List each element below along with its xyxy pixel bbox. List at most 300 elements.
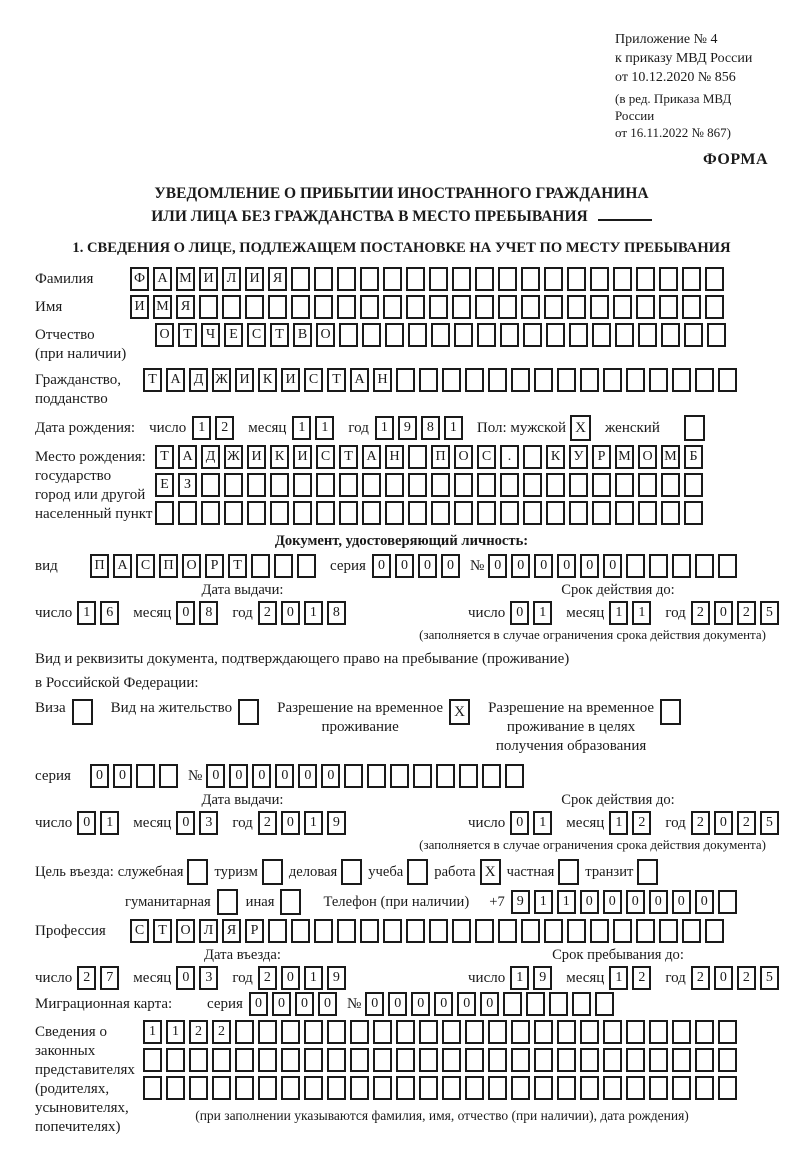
char-cell[interactable] xyxy=(672,1048,691,1072)
char-cell[interactable]: 0 xyxy=(534,554,553,578)
char-cell[interactable] xyxy=(682,267,701,291)
char-cell[interactable] xyxy=(406,295,425,319)
char-cell[interactable]: С xyxy=(304,368,323,392)
char-cell[interactable] xyxy=(274,554,293,578)
char-cell[interactable] xyxy=(419,1076,438,1100)
char-cell[interactable] xyxy=(245,295,264,319)
char-cell[interactable]: 0 xyxy=(603,890,622,914)
char-cell[interactable] xyxy=(615,501,634,525)
char-cell[interactable]: 0 xyxy=(434,992,453,1016)
char-cell[interactable] xyxy=(521,919,540,943)
char-cell[interactable] xyxy=(360,295,379,319)
char-cell[interactable]: 0 xyxy=(298,764,317,788)
char-cell[interactable] xyxy=(580,1048,599,1072)
char-cell[interactable]: 0 xyxy=(603,554,622,578)
char-cell[interactable] xyxy=(373,1076,392,1100)
char-cell[interactable]: П xyxy=(159,554,178,578)
char-cell[interactable]: М xyxy=(176,267,195,291)
char-cell[interactable] xyxy=(178,501,197,525)
char-cell[interactable] xyxy=(707,323,726,347)
char-cell[interactable] xyxy=(523,501,542,525)
char-cell[interactable]: Ч xyxy=(201,323,220,347)
char-cell[interactable] xyxy=(603,368,622,392)
char-cell[interactable]: Б xyxy=(684,445,703,469)
char-cell[interactable]: Д xyxy=(189,368,208,392)
char-cell[interactable] xyxy=(281,1076,300,1100)
char-cell[interactable] xyxy=(590,267,609,291)
char-cell[interactable] xyxy=(477,473,496,497)
char-cell[interactable]: О xyxy=(316,323,335,347)
char-cell[interactable]: 0 xyxy=(252,764,271,788)
char-cell[interactable]: 2 xyxy=(215,416,234,440)
char-cell[interactable]: П xyxy=(90,554,109,578)
char-cell[interactable]: 9 xyxy=(327,966,346,990)
char-cell[interactable] xyxy=(544,267,563,291)
char-cell[interactable] xyxy=(488,368,507,392)
char-cell[interactable]: 1 xyxy=(444,416,463,440)
char-cell[interactable]: 2 xyxy=(737,966,756,990)
char-cell[interactable]: 2 xyxy=(258,966,277,990)
char-cell[interactable] xyxy=(429,295,448,319)
char-cell[interactable] xyxy=(360,919,379,943)
temp-residence-edu-checkbox[interactable] xyxy=(660,699,681,725)
char-cell[interactable] xyxy=(695,1076,714,1100)
char-cell[interactable]: 1 xyxy=(192,416,211,440)
char-cell[interactable] xyxy=(636,267,655,291)
char-cell[interactable] xyxy=(201,501,220,525)
char-cell[interactable]: 0 xyxy=(580,554,599,578)
char-cell[interactable]: О xyxy=(155,323,174,347)
char-cell[interactable]: 8 xyxy=(327,601,346,625)
char-cell[interactable] xyxy=(362,501,381,525)
char-cell[interactable] xyxy=(718,368,737,392)
char-cell[interactable] xyxy=(526,992,545,1016)
char-cell[interactable] xyxy=(258,1048,277,1072)
char-cell[interactable] xyxy=(452,919,471,943)
char-cell[interactable] xyxy=(247,501,266,525)
char-cell[interactable] xyxy=(436,764,455,788)
char-cell[interactable] xyxy=(659,295,678,319)
char-cell[interactable]: М xyxy=(153,295,172,319)
char-cell[interactable]: М xyxy=(661,445,680,469)
char-cell[interactable] xyxy=(511,1076,530,1100)
char-cell[interactable] xyxy=(235,1048,254,1072)
char-cell[interactable] xyxy=(557,1020,576,1044)
char-cell[interactable] xyxy=(189,1076,208,1100)
char-cell[interactable] xyxy=(396,1076,415,1100)
char-cell[interactable]: П xyxy=(431,445,450,469)
char-cell[interactable]: 0 xyxy=(714,601,733,625)
char-cell[interactable]: 9 xyxy=(533,966,552,990)
char-cell[interactable]: 1 xyxy=(304,811,323,835)
char-cell[interactable]: В xyxy=(293,323,312,347)
char-cell[interactable] xyxy=(521,295,540,319)
char-cell[interactable] xyxy=(396,368,415,392)
char-cell[interactable] xyxy=(475,267,494,291)
char-cell[interactable] xyxy=(465,368,484,392)
char-cell[interactable] xyxy=(413,764,432,788)
char-cell[interactable] xyxy=(166,1048,185,1072)
char-cell[interactable] xyxy=(383,295,402,319)
char-cell[interactable]: 1 xyxy=(609,601,628,625)
char-cell[interactable] xyxy=(199,295,218,319)
char-cell[interactable] xyxy=(638,323,657,347)
char-cell[interactable] xyxy=(705,267,724,291)
char-cell[interactable] xyxy=(429,267,448,291)
char-cell[interactable] xyxy=(546,501,565,525)
char-cell[interactable]: 0 xyxy=(411,992,430,1016)
char-cell[interactable]: 0 xyxy=(272,992,291,1016)
char-cell[interactable]: А xyxy=(178,445,197,469)
char-cell[interactable] xyxy=(638,473,657,497)
residence-permit-checkbox[interactable] xyxy=(238,699,259,725)
char-cell[interactable] xyxy=(718,890,737,914)
purpose-humanitarian-checkbox[interactable] xyxy=(217,889,238,915)
char-cell[interactable] xyxy=(592,323,611,347)
char-cell[interactable]: 2 xyxy=(258,811,277,835)
char-cell[interactable]: А xyxy=(153,267,172,291)
char-cell[interactable] xyxy=(580,368,599,392)
char-cell[interactable] xyxy=(270,473,289,497)
char-cell[interactable]: 8 xyxy=(199,601,218,625)
char-cell[interactable] xyxy=(649,1020,668,1044)
char-cell[interactable]: 0 xyxy=(318,992,337,1016)
char-cell[interactable]: 1 xyxy=(533,811,552,835)
char-cell[interactable] xyxy=(429,919,448,943)
char-cell[interactable] xyxy=(580,1076,599,1100)
char-cell[interactable] xyxy=(557,1076,576,1100)
char-cell[interactable]: Ф xyxy=(130,267,149,291)
char-cell[interactable] xyxy=(626,554,645,578)
char-cell[interactable]: 0 xyxy=(206,764,225,788)
char-cell[interactable]: 0 xyxy=(480,992,499,1016)
char-cell[interactable] xyxy=(258,1020,277,1044)
char-cell[interactable]: 1 xyxy=(304,966,323,990)
char-cell[interactable] xyxy=(373,1048,392,1072)
char-cell[interactable] xyxy=(235,1020,254,1044)
char-cell[interactable]: О xyxy=(454,445,473,469)
char-cell[interactable] xyxy=(385,473,404,497)
char-cell[interactable]: 0 xyxy=(77,811,96,835)
char-cell[interactable] xyxy=(281,1048,300,1072)
char-cell[interactable] xyxy=(511,1048,530,1072)
char-cell[interactable] xyxy=(452,267,471,291)
char-cell[interactable] xyxy=(498,919,517,943)
char-cell[interactable] xyxy=(615,473,634,497)
char-cell[interactable]: 5 xyxy=(760,601,779,625)
char-cell[interactable] xyxy=(521,267,540,291)
char-cell[interactable]: С xyxy=(316,445,335,469)
char-cell[interactable] xyxy=(649,1076,668,1100)
char-cell[interactable] xyxy=(488,1020,507,1044)
char-cell[interactable]: 0 xyxy=(626,890,645,914)
char-cell[interactable] xyxy=(431,473,450,497)
char-cell[interactable]: А xyxy=(113,554,132,578)
female-checkbox[interactable] xyxy=(684,415,705,441)
char-cell[interactable] xyxy=(143,1048,162,1072)
char-cell[interactable]: 2 xyxy=(691,966,710,990)
char-cell[interactable]: Д xyxy=(201,445,220,469)
char-cell[interactable] xyxy=(488,1048,507,1072)
char-cell[interactable] xyxy=(498,295,517,319)
char-cell[interactable]: К xyxy=(270,445,289,469)
char-cell[interactable]: 2 xyxy=(189,1020,208,1044)
char-cell[interactable]: С xyxy=(136,554,155,578)
char-cell[interactable] xyxy=(500,473,519,497)
char-cell[interactable]: И xyxy=(293,445,312,469)
purpose-private-checkbox[interactable] xyxy=(558,859,579,885)
char-cell[interactable] xyxy=(293,501,312,525)
char-cell[interactable] xyxy=(314,295,333,319)
char-cell[interactable] xyxy=(314,267,333,291)
purpose-other-checkbox[interactable] xyxy=(280,889,301,915)
char-cell[interactable]: И xyxy=(281,368,300,392)
char-cell[interactable] xyxy=(385,323,404,347)
purpose-transit-checkbox[interactable] xyxy=(637,859,658,885)
char-cell[interactable] xyxy=(270,501,289,525)
char-cell[interactable] xyxy=(159,764,178,788)
char-cell[interactable] xyxy=(235,1076,254,1100)
char-cell[interactable] xyxy=(705,919,724,943)
char-cell[interactable] xyxy=(503,992,522,1016)
char-cell[interactable] xyxy=(304,1076,323,1100)
char-cell[interactable]: 0 xyxy=(176,811,195,835)
char-cell[interactable]: З xyxy=(178,473,197,497)
char-cell[interactable] xyxy=(362,323,381,347)
char-cell[interactable] xyxy=(419,1048,438,1072)
char-cell[interactable]: 0 xyxy=(90,764,109,788)
char-cell[interactable]: Т xyxy=(155,445,174,469)
char-cell[interactable] xyxy=(419,368,438,392)
char-cell[interactable]: 0 xyxy=(395,554,414,578)
char-cell[interactable]: К xyxy=(258,368,277,392)
char-cell[interactable] xyxy=(327,1020,346,1044)
char-cell[interactable] xyxy=(350,1076,369,1100)
char-cell[interactable] xyxy=(189,1048,208,1072)
char-cell[interactable] xyxy=(534,1076,553,1100)
male-checkbox[interactable]: X xyxy=(570,415,591,441)
char-cell[interactable] xyxy=(166,1076,185,1100)
char-cell[interactable] xyxy=(569,473,588,497)
char-cell[interactable] xyxy=(672,554,691,578)
char-cell[interactable]: 2 xyxy=(212,1020,231,1044)
char-cell[interactable] xyxy=(454,473,473,497)
char-cell[interactable] xyxy=(316,501,335,525)
char-cell[interactable]: 9 xyxy=(511,890,530,914)
char-cell[interactable]: 0 xyxy=(510,811,529,835)
char-cell[interactable] xyxy=(475,295,494,319)
char-cell[interactable] xyxy=(590,919,609,943)
char-cell[interactable] xyxy=(544,919,563,943)
char-cell[interactable]: 5 xyxy=(760,966,779,990)
char-cell[interactable]: 8 xyxy=(421,416,440,440)
char-cell[interactable]: С xyxy=(477,445,496,469)
char-cell[interactable]: 0 xyxy=(229,764,248,788)
char-cell[interactable]: 0 xyxy=(511,554,530,578)
char-cell[interactable]: 1 xyxy=(632,601,651,625)
char-cell[interactable]: Т xyxy=(270,323,289,347)
char-cell[interactable] xyxy=(327,1048,346,1072)
char-cell[interactable]: 2 xyxy=(632,966,651,990)
char-cell[interactable] xyxy=(314,919,333,943)
char-cell[interactable] xyxy=(684,473,703,497)
char-cell[interactable] xyxy=(155,501,174,525)
char-cell[interactable] xyxy=(592,501,611,525)
char-cell[interactable]: Р xyxy=(245,919,264,943)
char-cell[interactable] xyxy=(337,919,356,943)
char-cell[interactable] xyxy=(511,368,530,392)
char-cell[interactable]: 0 xyxy=(649,890,668,914)
char-cell[interactable] xyxy=(682,295,701,319)
char-cell[interactable] xyxy=(534,1020,553,1044)
char-cell[interactable] xyxy=(212,1076,231,1100)
char-cell[interactable]: И xyxy=(247,445,266,469)
char-cell[interactable] xyxy=(431,323,450,347)
char-cell[interactable] xyxy=(488,1076,507,1100)
char-cell[interactable] xyxy=(603,1020,622,1044)
char-cell[interactable] xyxy=(684,501,703,525)
char-cell[interactable] xyxy=(613,919,632,943)
char-cell[interactable] xyxy=(500,501,519,525)
char-cell[interactable] xyxy=(567,267,586,291)
char-cell[interactable] xyxy=(549,992,568,1016)
char-cell[interactable]: А xyxy=(350,368,369,392)
char-cell[interactable] xyxy=(557,368,576,392)
char-cell[interactable] xyxy=(454,323,473,347)
char-cell[interactable]: 0 xyxy=(695,890,714,914)
char-cell[interactable]: У xyxy=(569,445,588,469)
char-cell[interactable]: 1 xyxy=(510,966,529,990)
char-cell[interactable] xyxy=(344,764,363,788)
char-cell[interactable] xyxy=(390,764,409,788)
char-cell[interactable] xyxy=(592,473,611,497)
char-cell[interactable] xyxy=(339,473,358,497)
char-cell[interactable] xyxy=(661,473,680,497)
char-cell[interactable]: Л xyxy=(199,919,218,943)
char-cell[interactable]: 2 xyxy=(691,601,710,625)
char-cell[interactable]: 3 xyxy=(199,966,218,990)
purpose-study-checkbox[interactable] xyxy=(407,859,428,885)
char-cell[interactable] xyxy=(224,501,243,525)
char-cell[interactable]: 0 xyxy=(388,992,407,1016)
char-cell[interactable]: 0 xyxy=(176,601,195,625)
purpose-tourism-checkbox[interactable] xyxy=(262,859,283,885)
char-cell[interactable] xyxy=(500,323,519,347)
visa-checkbox[interactable] xyxy=(72,699,93,725)
char-cell[interactable] xyxy=(672,368,691,392)
char-cell[interactable]: А xyxy=(362,445,381,469)
char-cell[interactable] xyxy=(511,1020,530,1044)
char-cell[interactable]: Я xyxy=(268,267,287,291)
char-cell[interactable] xyxy=(291,295,310,319)
char-cell[interactable] xyxy=(498,267,517,291)
char-cell[interactable] xyxy=(475,919,494,943)
char-cell[interactable] xyxy=(350,1020,369,1044)
char-cell[interactable]: Е xyxy=(224,323,243,347)
char-cell[interactable]: 1 xyxy=(100,811,119,835)
char-cell[interactable] xyxy=(636,295,655,319)
char-cell[interactable] xyxy=(659,267,678,291)
char-cell[interactable] xyxy=(613,267,632,291)
char-cell[interactable] xyxy=(626,1076,645,1100)
char-cell[interactable] xyxy=(546,323,565,347)
char-cell[interactable] xyxy=(337,295,356,319)
char-cell[interactable]: 1 xyxy=(315,416,334,440)
char-cell[interactable] xyxy=(339,501,358,525)
temp-residence-checkbox[interactable]: X xyxy=(449,699,470,725)
char-cell[interactable] xyxy=(567,919,586,943)
char-cell[interactable]: 0 xyxy=(295,992,314,1016)
char-cell[interactable] xyxy=(406,919,425,943)
char-cell[interactable] xyxy=(659,919,678,943)
char-cell[interactable]: С xyxy=(130,919,149,943)
char-cell[interactable] xyxy=(603,1048,622,1072)
char-cell[interactable] xyxy=(638,501,657,525)
char-cell[interactable]: О xyxy=(176,919,195,943)
char-cell[interactable]: 1 xyxy=(609,966,628,990)
char-cell[interactable] xyxy=(695,554,714,578)
char-cell[interactable]: Р xyxy=(592,445,611,469)
char-cell[interactable] xyxy=(408,323,427,347)
char-cell[interactable]: 0 xyxy=(457,992,476,1016)
char-cell[interactable] xyxy=(569,323,588,347)
char-cell[interactable]: 2 xyxy=(632,811,651,835)
char-cell[interactable] xyxy=(482,764,501,788)
char-cell[interactable] xyxy=(636,919,655,943)
char-cell[interactable] xyxy=(682,919,701,943)
char-cell[interactable] xyxy=(350,1048,369,1072)
char-cell[interactable] xyxy=(613,295,632,319)
char-cell[interactable] xyxy=(367,764,386,788)
char-cell[interactable]: 0 xyxy=(176,966,195,990)
char-cell[interactable] xyxy=(626,368,645,392)
char-cell[interactable]: 1 xyxy=(375,416,394,440)
char-cell[interactable] xyxy=(590,295,609,319)
char-cell[interactable] xyxy=(672,1076,691,1100)
char-cell[interactable]: 1 xyxy=(304,601,323,625)
char-cell[interactable]: 0 xyxy=(714,966,733,990)
char-cell[interactable]: И xyxy=(199,267,218,291)
char-cell[interactable] xyxy=(649,1048,668,1072)
char-cell[interactable] xyxy=(268,295,287,319)
char-cell[interactable] xyxy=(595,992,614,1016)
char-cell[interactable]: 0 xyxy=(321,764,340,788)
char-cell[interactable] xyxy=(523,445,542,469)
char-cell[interactable] xyxy=(362,473,381,497)
char-cell[interactable] xyxy=(291,267,310,291)
purpose-business-checkbox[interactable] xyxy=(187,859,208,885)
char-cell[interactable]: 0 xyxy=(113,764,132,788)
char-cell[interactable] xyxy=(316,473,335,497)
char-cell[interactable] xyxy=(569,501,588,525)
char-cell[interactable] xyxy=(408,445,427,469)
char-cell[interactable]: 2 xyxy=(737,601,756,625)
char-cell[interactable] xyxy=(442,1048,461,1072)
char-cell[interactable]: 1 xyxy=(77,601,96,625)
char-cell[interactable]: 0 xyxy=(510,601,529,625)
char-cell[interactable]: 1 xyxy=(557,890,576,914)
char-cell[interactable] xyxy=(718,1020,737,1044)
char-cell[interactable] xyxy=(661,323,680,347)
char-cell[interactable] xyxy=(304,1048,323,1072)
char-cell[interactable]: И xyxy=(130,295,149,319)
purpose-commercial-checkbox[interactable] xyxy=(341,859,362,885)
char-cell[interactable]: Л xyxy=(222,267,241,291)
char-cell[interactable] xyxy=(201,473,220,497)
char-cell[interactable] xyxy=(534,1048,553,1072)
char-cell[interactable]: 0 xyxy=(488,554,507,578)
char-cell[interactable]: 0 xyxy=(249,992,268,1016)
